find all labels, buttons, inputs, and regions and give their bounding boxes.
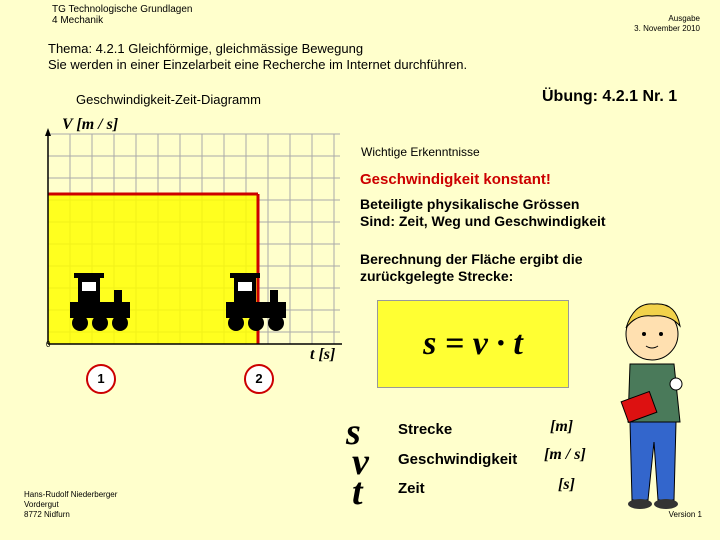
edition-info <box>634 14 700 34</box>
legend-v-letter: v <box>352 441 369 483</box>
knowledge-point-3 <box>360 251 583 285</box>
author-line-2: Vordergut <box>24 500 59 509</box>
origin-label: 0 <box>46 340 51 349</box>
author-line-1: Hans-Rudolf Niederberger <box>24 490 118 499</box>
legend-v-unit: [m / s] <box>544 446 586 463</box>
formula-box <box>377 300 569 388</box>
legend-s-unit-value: m <box>555 418 568 435</box>
y-axis-label: V [m / s] <box>62 116 119 133</box>
author-info <box>24 490 117 520</box>
knowledge-point-2 <box>360 196 606 230</box>
train-icon <box>226 273 286 331</box>
version-label: Version 1 <box>668 510 702 519</box>
marker-2: 2 <box>244 364 274 394</box>
legend-t-letter: t <box>352 471 363 513</box>
legend-t-unit-value: s <box>563 476 570 493</box>
legend-v-word: Geschwindigkeit <box>398 451 518 468</box>
topic-subtitle: Sie werden in einer Einzelarbeit eine Recherche im Internet durchführen. <box>48 57 468 72</box>
x-axis-label: t [s] <box>310 346 336 363</box>
legend-s-word: Strecke <box>398 421 453 438</box>
topic-title: Thema: 4.2.1 Gleichförmige, gleichmässige Bewegung <box>48 41 364 56</box>
knowledge-title: Wichtige Erkenntnisse <box>361 145 480 159</box>
y-axis-unit: m / s <box>81 116 113 133</box>
legend-t-word: Zeit <box>398 480 425 497</box>
knowledge-point-3-line-2: zurückgelegte Strecke: <box>360 268 514 284</box>
velocity-time-diagram <box>40 118 350 408</box>
marker-1: 1 <box>86 364 116 394</box>
knowledge-point-2-line-2: Sind: Zeit, Weg und Geschwindigkeit <box>360 213 606 229</box>
org-header <box>52 4 192 26</box>
author-line-3: 8772 Nidfurn <box>24 510 70 519</box>
legend-v-unit-value: m / s <box>549 446 581 463</box>
x-axis-variable: t <box>310 346 315 363</box>
org-line-1: TG Technologische Grundlagen <box>52 4 193 15</box>
legend-s-letter: s <box>346 411 361 453</box>
student-figure-icon <box>604 292 704 512</box>
edition-label: Ausgabe <box>668 14 700 23</box>
legend-t-unit: [s] <box>558 476 575 493</box>
y-axis-variable: V <box>62 116 73 133</box>
legend-s-unit: [m] <box>550 418 574 435</box>
x-axis-unit: s <box>323 346 331 363</box>
edition-date: 3. November 2010 <box>634 24 700 33</box>
knowledge-point-2-line-1: Beteiligte physikalische Grössen <box>360 196 580 212</box>
exercise-number: Übung: 4.2.1 Nr. 1 <box>542 88 678 105</box>
topic <box>48 41 467 73</box>
knowledge-point-1: Geschwindigkeit konstant! <box>360 171 551 188</box>
graph-title: Geschwindigkeit-Zeit-Diagramm <box>76 92 261 107</box>
formula: s = v · t <box>423 325 523 362</box>
org-line-2: 4 Mechanik <box>52 15 104 26</box>
knowledge-point-3-line-1: Berechnung der Fläche ergibt die <box>360 251 583 267</box>
